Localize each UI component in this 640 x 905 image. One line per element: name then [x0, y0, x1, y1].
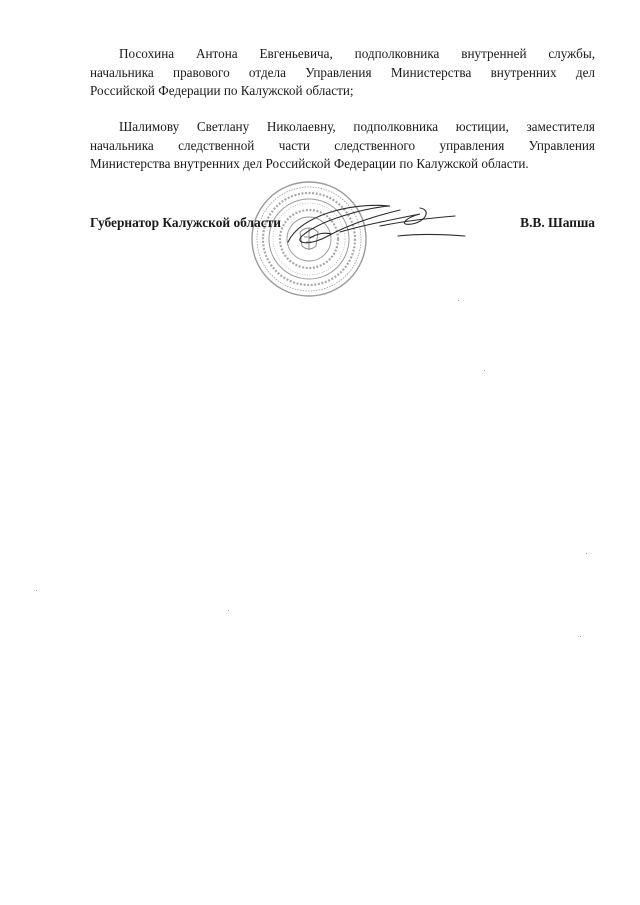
signer-name: В.В. Шапша — [520, 215, 595, 230]
signer-position-title: Губернатор Калужской области — [90, 215, 281, 230]
scan-speck — [484, 370, 485, 371]
paragraph-line: Российской Федерации по Калужской области; — [90, 83, 354, 98]
paragraph-line: Шалимову Светлану Николаевну, подполковника юстиции, заместителя — [119, 119, 595, 134]
paragraph-shalimova — [90, 118, 595, 174]
scan-speck — [458, 300, 459, 301]
paragraph-posokhin — [90, 45, 595, 101]
paragraph-line: Посохина Антона Евгеньевича, подполковника внутренней службы, — [119, 46, 595, 61]
paragraph-line: Министерства внутренних дел Российской Федерации по Калужской области. — [90, 156, 529, 171]
scan-speck — [580, 636, 581, 637]
paragraph-line: начальника правового отдела Управления Министерства внутренних дел — [90, 64, 595, 80]
handwritten-signature — [280, 196, 470, 256]
scan-speck — [36, 590, 37, 591]
paragraph-line: начальника следственной части следственного управления Управления — [90, 137, 595, 153]
scan-speck — [586, 553, 587, 554]
scan-speck — [228, 610, 229, 611]
